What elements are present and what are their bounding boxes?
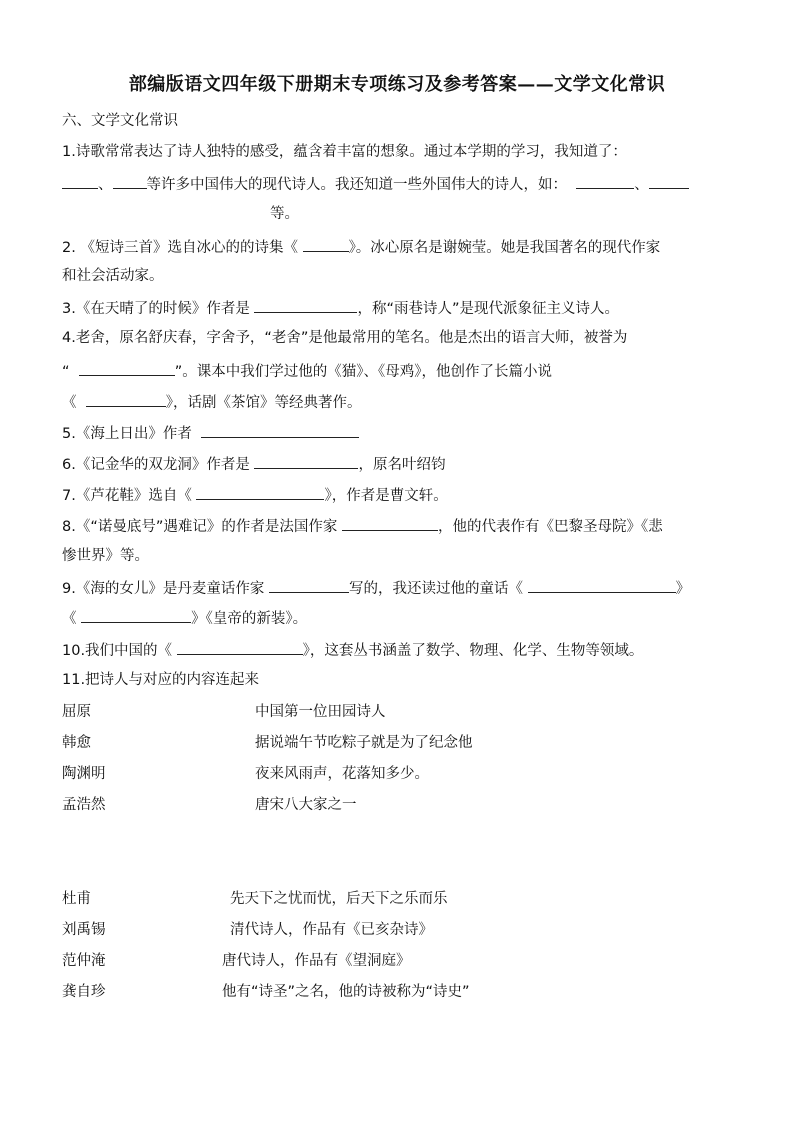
question-10-text-end: 》，这套丛书涵盖了数学、物理、化学、生物等领域。 [302, 643, 644, 659]
question-7-text-end: 》，作者是曹文轩。 [324, 488, 448, 504]
question-8-text: 8.《“诺曼底号”遇难记》的作者是法国作家 [62, 519, 338, 535]
question-4-line-1: 4.老舍，原名舒庆春，字舍予，“老舍”是他最常用的笔名。他是杰出的语言大师，被誉为 [62, 330, 628, 346]
question-2-text-end: 》。冰心原名是谢婉莹。她是我国著名的现代作家 [348, 240, 661, 256]
match-item: 先天下之忧而忧，后天下之乐而乐 [230, 891, 448, 907]
fill-blank[interactable] [528, 577, 676, 593]
question-1-line-3: 等。 [270, 206, 299, 222]
fill-blank[interactable] [649, 173, 689, 189]
fill-blank[interactable] [254, 297, 357, 313]
book-mark-open: 《 [62, 611, 77, 627]
question-9-line-2 [62, 607, 307, 629]
poet-name: 杜甫 [62, 891, 91, 907]
question-10 [62, 639, 643, 661]
question-10-text: 10.我们中国的《 [62, 643, 173, 659]
fill-blank[interactable] [254, 453, 358, 469]
question-3-text: 3.《在天晴了的时候》作者是 [62, 301, 250, 317]
question-7-text: 7.《芦花鞋》选自《 [62, 488, 192, 504]
poet-name: 刘禹锡 [62, 922, 106, 938]
question-4-line-3 [62, 391, 361, 413]
poet-name: 范仲淹 [62, 953, 106, 969]
match-item: 中国第一位田园诗人 [255, 704, 386, 720]
book-mark-open: 《 [62, 395, 77, 411]
question-3-text-end: ，称“雨巷诗人”是现代派象征主义诗人。 [357, 301, 619, 317]
fill-blank[interactable] [81, 607, 191, 623]
question-4-text: ”。课本中我们学过他的《猫》、《母鸡》，他创作了长篇小说 [174, 364, 552, 380]
question-9-line-1 [62, 577, 690, 599]
question-1-line-1: 1.诗歌常常表达了诗人独特的感受，蕴含着丰富的想象。通过本学期的学习，我知道了： [62, 144, 627, 160]
fill-blank[interactable] [342, 515, 438, 531]
poet-name: 韩愈 [62, 735, 91, 751]
question-8-line-1 [62, 515, 663, 537]
fill-blank[interactable] [62, 173, 98, 189]
question-6-text-end: ，原名叶绍钧 [358, 457, 446, 473]
question-2-line-2: 和社会活动家。 [62, 268, 164, 284]
question-1-text: 等许多中国伟大的现代诗人。我还知道一些外国伟大的诗人，如： [146, 177, 567, 193]
question-11: 11.把诗人与对应的内容连起来 [62, 672, 260, 688]
question-5-text: 5.《海上日出》作者 [62, 426, 192, 442]
section-heading: 六、文学文化常识 [62, 113, 178, 129]
poet-name: 陶渊明 [62, 766, 106, 782]
page-title: 部编版语文四年级下册期末专项练习及参考答案——文学文化常识 [128, 74, 666, 95]
fill-blank[interactable] [86, 391, 166, 407]
match-item: 他有“诗圣”之名，他的诗被称为“诗史” [222, 984, 470, 1000]
question-2-line-1 [62, 236, 660, 258]
book-mark-close: 》 [675, 581, 691, 597]
question-6 [62, 453, 445, 475]
question-5 [62, 422, 359, 444]
question-4-text-end: 》，话剧《茶馆》等经典著作。 [165, 395, 362, 411]
question-2-text: 2. 《短诗三首》选自冰心的的诗集《 [62, 240, 298, 256]
question-9-text: 9.《海的女儿》是丹麦童话作家 [62, 581, 265, 597]
match-item: 唐代诗人，作品有《望洞庭》 [222, 953, 411, 969]
fill-blank[interactable] [113, 173, 147, 189]
fill-blank[interactable] [177, 639, 303, 655]
question-9-text-mid: 写的，我还读过他的童话《 [348, 581, 523, 597]
poet-name: 龚自珍 [62, 984, 106, 1000]
fill-blank[interactable] [303, 236, 349, 252]
question-6-text: 6.《记金华的双龙洞》作者是 [62, 457, 250, 473]
match-item: 清代诗人，作品有《已亥杂诗》 [230, 922, 433, 938]
fill-blank[interactable] [201, 422, 359, 438]
poet-name: 屈原 [62, 704, 91, 720]
question-1-line-2 [62, 173, 689, 195]
quote-open: “ [62, 364, 70, 380]
fill-blank[interactable] [196, 484, 324, 500]
question-7 [62, 484, 448, 506]
question-8-line-2: 惨世界》等。 [62, 548, 149, 564]
fill-blank[interactable] [79, 360, 175, 376]
question-4-line-2 [62, 360, 552, 382]
question-3 [62, 297, 619, 319]
fill-blank[interactable] [576, 173, 634, 189]
separator: 、 [634, 177, 649, 193]
fill-blank[interactable] [269, 577, 349, 593]
match-item: 唐宋八大家之一 [255, 797, 357, 813]
question-9-text-end: 》《皇帝的新装》。 [191, 611, 308, 627]
match-item: 夜来风雨声，花落知多少。 [255, 766, 429, 782]
question-8-text-end: ，他的代表作有《巴黎圣母院》《悲 [437, 519, 663, 535]
poet-name: 孟浩然 [62, 797, 106, 813]
separator: 、 [98, 177, 113, 193]
match-item: 据说端午节吃粽子就是为了纪念他 [255, 735, 473, 751]
